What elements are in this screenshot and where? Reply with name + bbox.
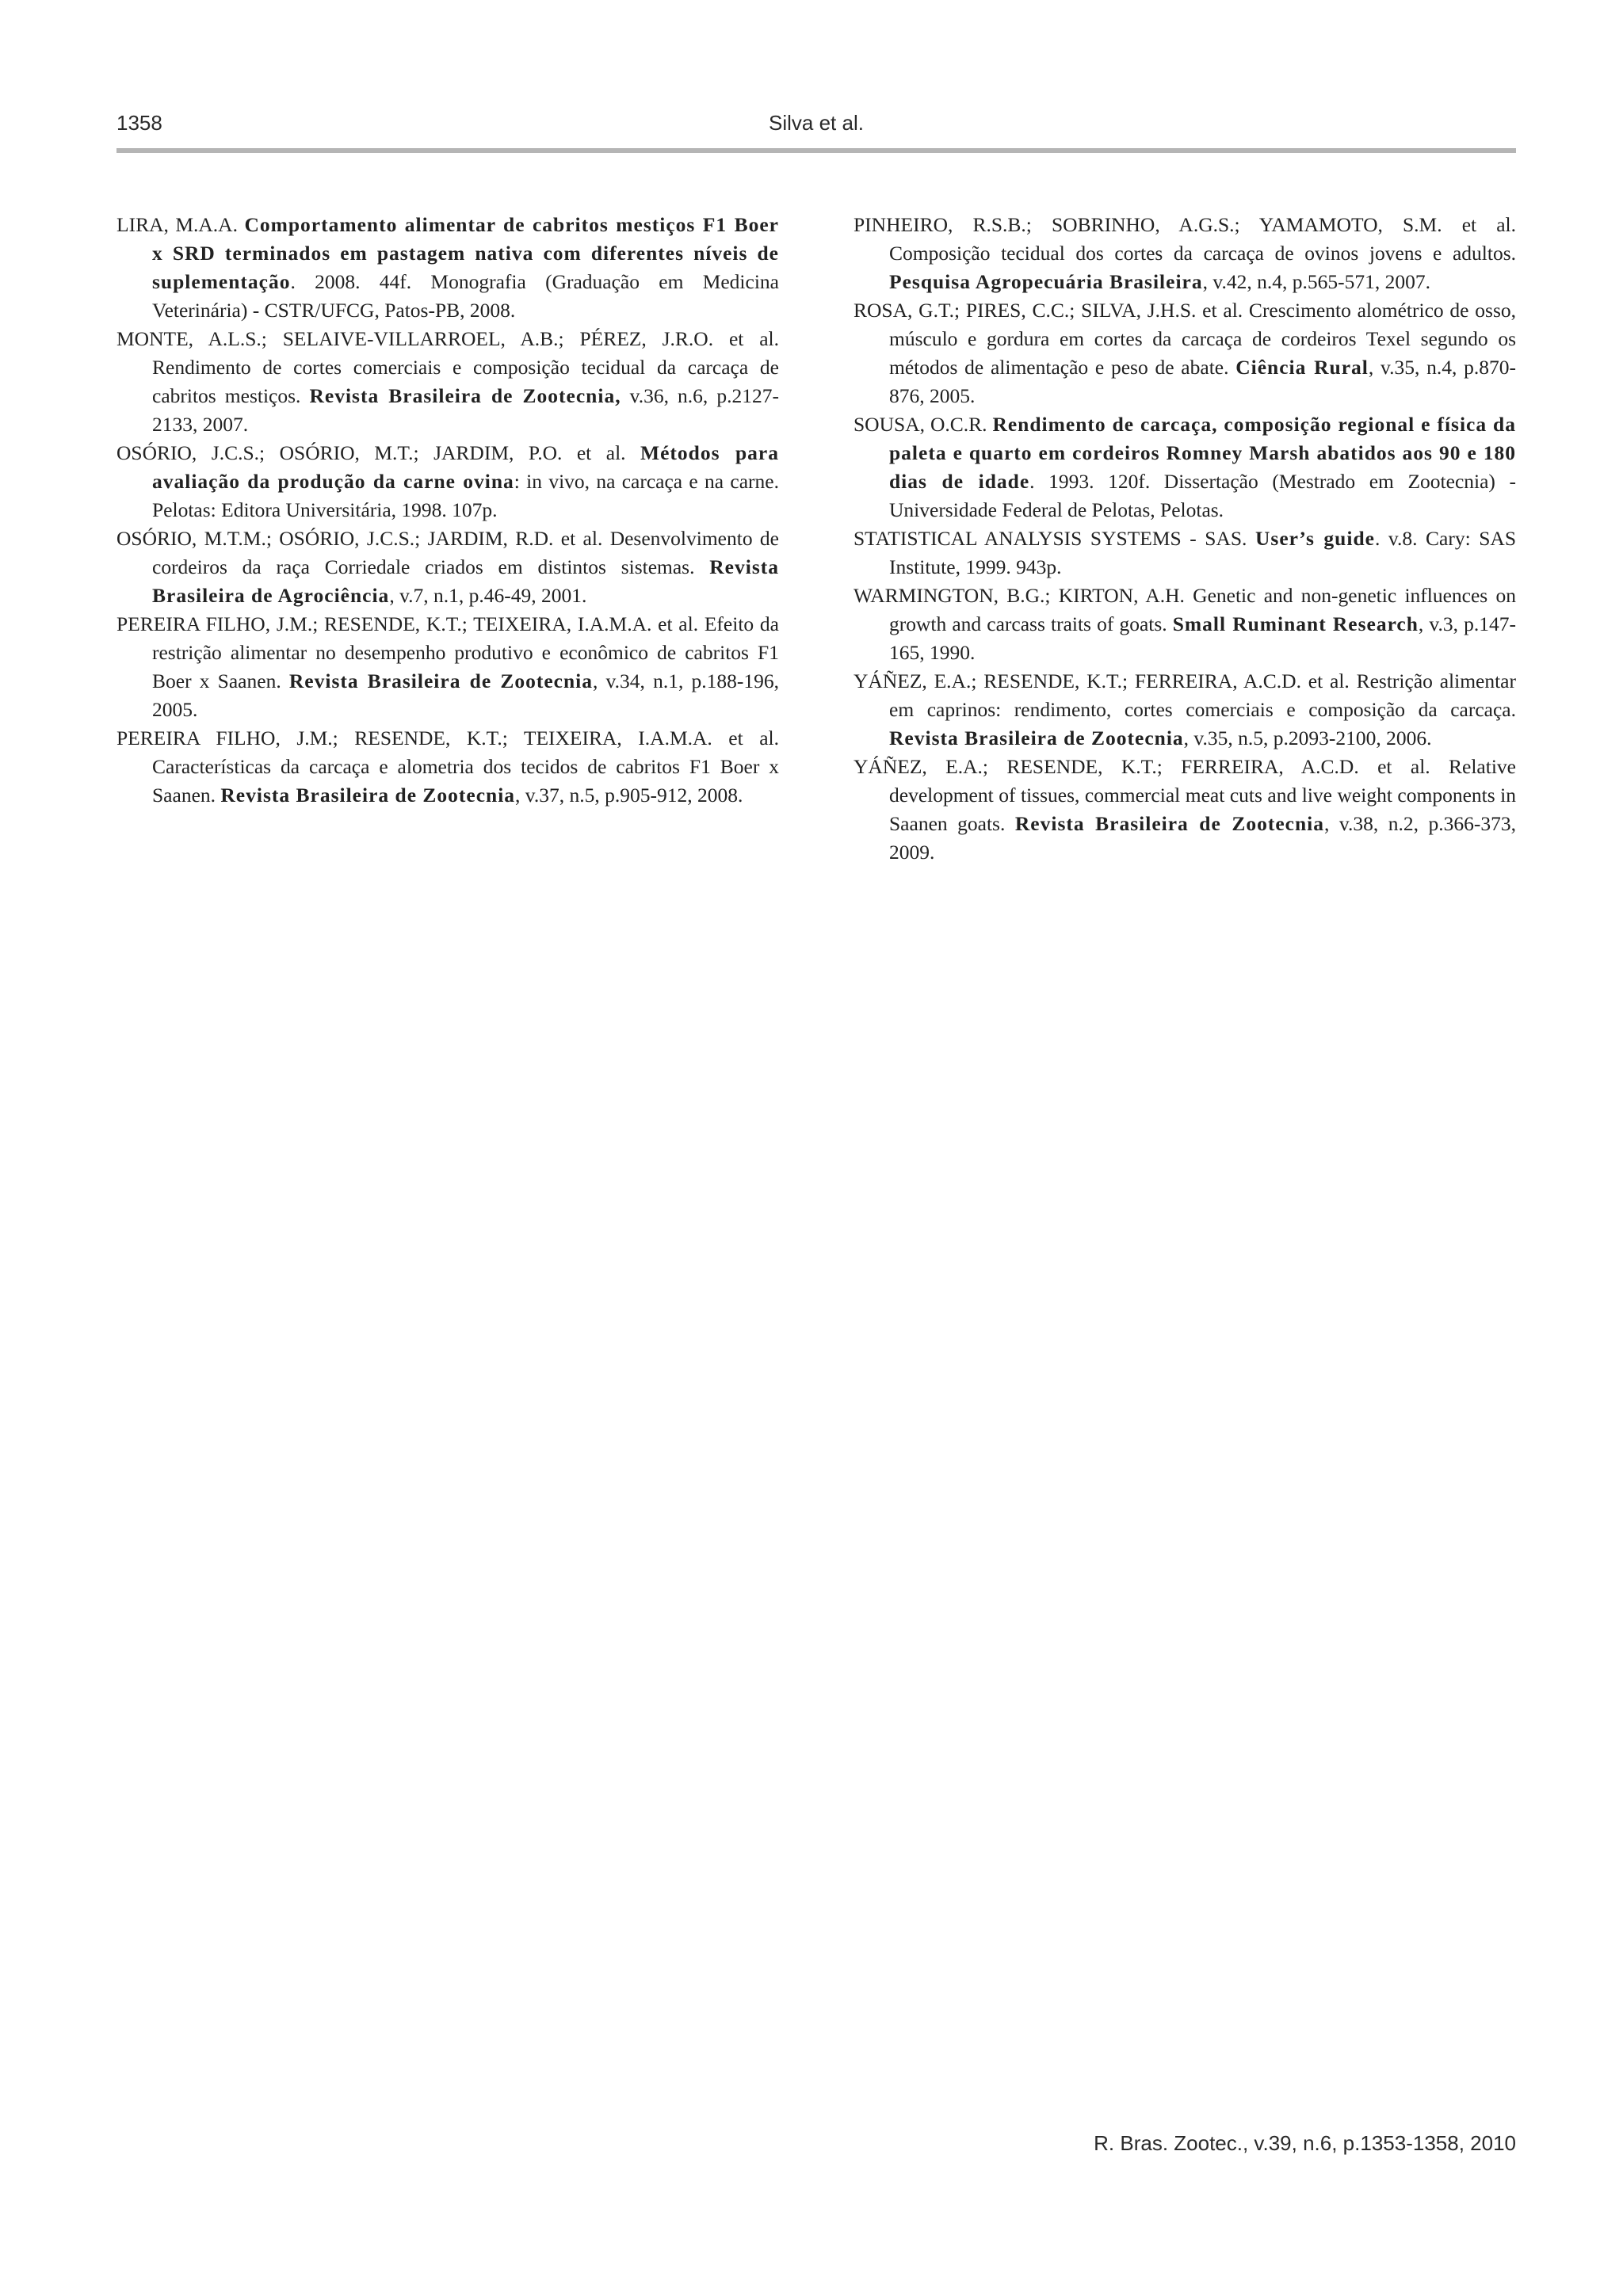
journal-citation-footer: R. Bras. Zootec., v.39, n.6, p.1353-1358, 2010 xyxy=(1094,2131,1516,2155)
reference-text: , v.42, n.4, p.565-571, 2007. xyxy=(1202,270,1430,293)
reference-text: YÁÑEZ, E.A.; RESENDE, K.T.; FERREIRA, A.C.D. et al. Relative development of tissues, commercial meat cuts and live weight components in Saanen goats. xyxy=(854,755,1516,835)
reference-title: Métodos para avaliação da produção da carne ovina xyxy=(152,441,779,493)
reference-entry xyxy=(854,667,1516,753)
reference-entry xyxy=(854,296,1516,410)
page-number: 1358 xyxy=(116,111,162,135)
reference-title: Revista Brasileira de Zootecnia xyxy=(1014,812,1324,835)
reference-text: , v.37, n.5, p.905-912, 2008. xyxy=(515,784,743,807)
reference-text: ROSA, G.T.; PIRES, C.C.; SILVA, J.H.S. et al. Crescimento alométrico de osso, músculo e gordura em cortes da carcaça de cordeiros Texel segundo os métodos de alimentação e peso de abate. xyxy=(854,299,1516,379)
reference-text: MONTE, A.L.S.; SELAIVE-VILLARROEL, A.B.; PÉREZ, J.R.O. et al. Rendimento de cortes comerciais e composição tecidual da carcaça de cabritos mestiços. xyxy=(116,327,779,407)
references-left-column xyxy=(116,211,779,810)
reference-text: , v.38, n.2, p.366-373, 2009. xyxy=(889,812,1517,864)
reference-title: Revista Brasileira de Zootecnia, xyxy=(309,384,621,407)
header-rule xyxy=(116,148,1516,153)
reference-text: . 2008. 44f. Monografia (Graduação em Medicina Veterinária) - CSTR/UFCG, Patos-PB, 2008. xyxy=(152,270,779,322)
running-head xyxy=(116,111,1516,143)
reference-entry xyxy=(116,724,779,810)
reference-title: Comportamento alimentar de cabritos mestiços F1 Boer x SRD terminados em pastagem nativa com diferentes níveis de suplementação xyxy=(152,213,779,293)
reference-title: Revista Brasileira de Zootecnia xyxy=(889,727,1184,749)
reference-entry xyxy=(854,410,1516,524)
reference-text: , v.7, n.1, p.46-49, 2001. xyxy=(389,584,587,607)
reference-entry xyxy=(116,439,779,524)
reference-text: SOUSA, O.C.R. xyxy=(854,413,993,436)
reference-text: PEREIRA FILHO, J.M.; RESENDE, K.T.; TEIXEIRA, I.A.M.A. et al. Efeito da restrição alimentar no desempenho produtivo e econômico de cabritos F1 Boer x Saanen. xyxy=(116,612,779,692)
reference-entry xyxy=(116,211,779,325)
reference-text: YÁÑEZ, E.A.; RESENDE, K.T.; FERREIRA, A.C.D. et al. Restrição alimentar em caprinos: rendimento, cortes comerciais e composição da carcaça. xyxy=(854,669,1516,721)
reference-entry xyxy=(854,753,1516,867)
references-right-column xyxy=(854,211,1516,867)
reference-text: PEREIRA FILHO, J.M.; RESENDE, K.T.; TEIXEIRA, I.A.M.A. et al. Características da carcaça e alometria dos tecidos de cabritos F1 Boer x Saanen. xyxy=(116,727,779,807)
reference-text: OSÓRIO, J.C.S.; OSÓRIO, M.T.; JARDIM, P.O. et al. xyxy=(116,441,641,464)
reference-title: Revista Brasileira de Zootecnia xyxy=(288,669,593,692)
reference-text: : in vivo, na carcaça e na carne. Pelotas: Editora Universitária, 1998. 107p. xyxy=(152,470,779,521)
reference-text: , v.35, n.5, p.2093-2100, 2006. xyxy=(1183,727,1432,749)
reference-text: LIRA, M.A.A. xyxy=(116,213,245,236)
reference-title: Revista Brasileira de Zootecnia xyxy=(220,784,516,807)
reference-entry xyxy=(116,610,779,724)
reference-entry xyxy=(854,582,1516,667)
reference-text: , v.3, p.147-165, 1990. xyxy=(889,612,1516,664)
reference-entry xyxy=(854,524,1516,582)
reference-entry xyxy=(116,325,779,439)
reference-text: STATISTICAL ANALYSIS SYSTEMS - SAS. xyxy=(854,527,1255,550)
reference-text: . 1993. 120f. Dissertação (Mestrado em Zootecnia) - Universidade Federal de Pelotas, Pelotas. xyxy=(889,470,1517,521)
reference-title: Small Ruminant Research xyxy=(1172,612,1419,635)
reference-text: , v.34, n.1, p.188-196, 2005. xyxy=(152,669,779,721)
reference-text: WARMINGTON, B.G.; KIRTON, A.H. Genetic and non-genetic influences on growth and carcass traits of goats. xyxy=(854,584,1516,635)
reference-text: PINHEIRO, R.S.B.; SOBRINHO, A.G.S.; YAMAMOTO, S.M. et al. Composição tecidual dos cortes da carcaça de ovinos jovens e adultos. xyxy=(854,213,1516,265)
reference-title: Revista Brasileira de Agrociência xyxy=(152,555,779,607)
running-head-authors: Silva et al. xyxy=(769,111,864,135)
reference-title: Rendimento de carcaça, composição regional e física da paleta e quarto em cordeiros Romney Marsh abatidos aos 90 e 180 dias de idade xyxy=(889,413,1516,493)
reference-text: , v.35, n.4, p.870-876, 2005. xyxy=(889,356,1517,407)
reference-text: . v.8. Cary: SAS Institute, 1999. 943p. xyxy=(889,527,1516,578)
reference-title: User’s guide xyxy=(1254,527,1375,550)
reference-entry xyxy=(854,211,1516,296)
reference-text: OSÓRIO, M.T.M.; OSÓRIO, J.C.S.; JARDIM, R.D. et al. Desenvolvimento de cordeiros da raça Corriedale criados em distintos sistemas. xyxy=(116,527,779,578)
reference-title: Pesquisa Agropecuária Brasileira xyxy=(889,270,1203,293)
reference-title: Ciência Rural xyxy=(1235,356,1369,379)
reference-text: v.36, n.6, p.2127-2133, 2007. xyxy=(152,384,779,436)
reference-entry xyxy=(116,524,779,610)
